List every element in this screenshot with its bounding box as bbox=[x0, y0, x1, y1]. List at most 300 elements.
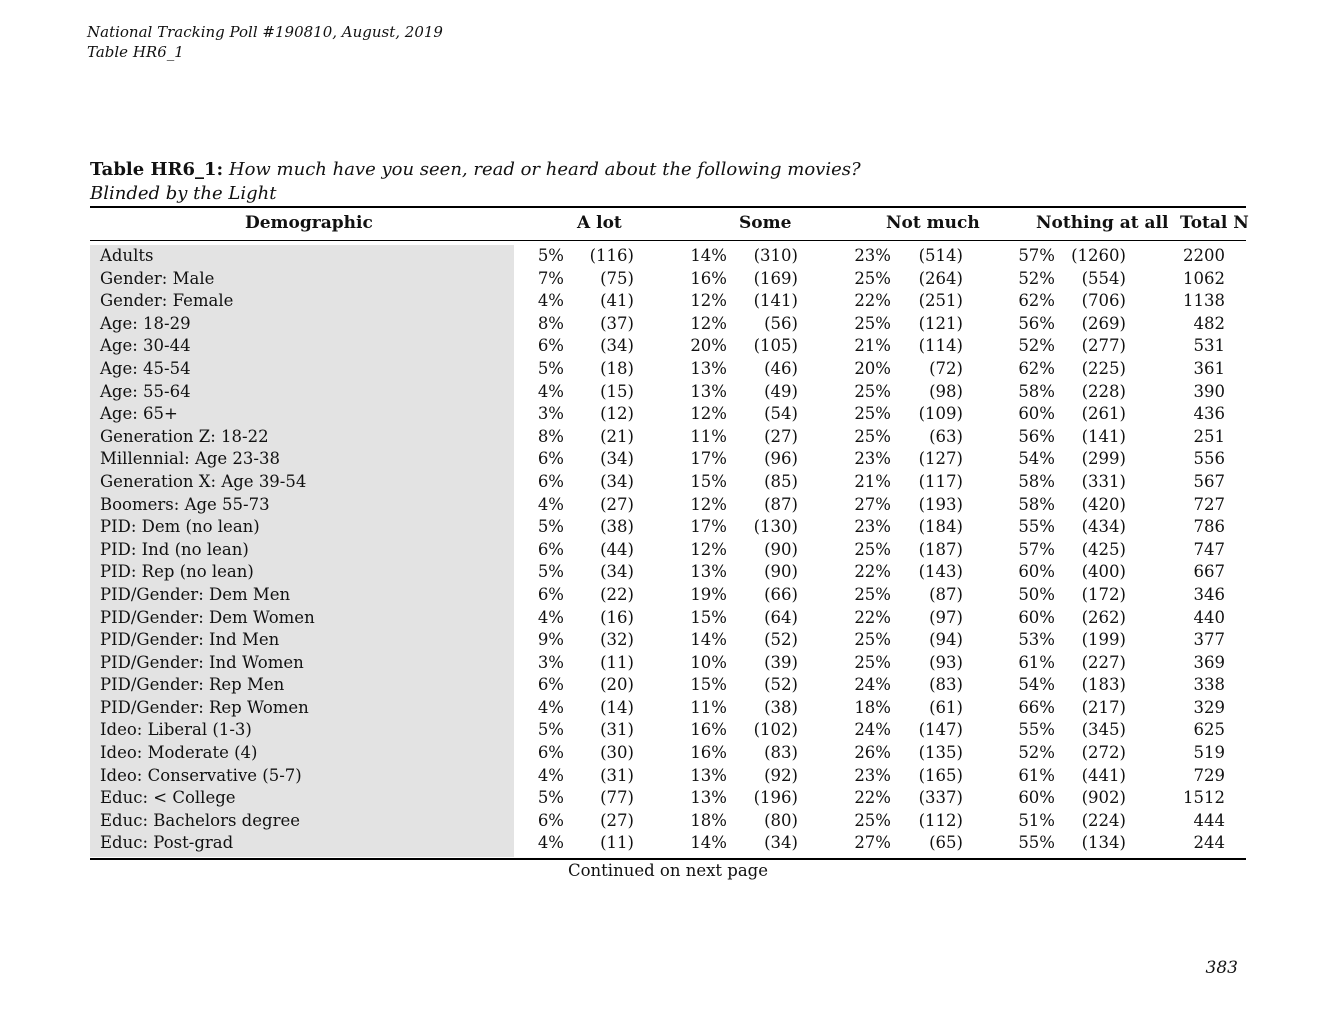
row-label: Ideo: Liberal (1-3) bbox=[100, 720, 252, 740]
cell-a-lot-n: (27) bbox=[600, 494, 634, 514]
cell-a-lot-pct: 6% bbox=[537, 675, 564, 695]
cell-not-much-pct: 23% bbox=[854, 449, 891, 469]
cell-nothing-pct: 60% bbox=[1018, 607, 1055, 627]
col-header-demographic: Demographic bbox=[245, 213, 373, 233]
cell-some-pct: 11% bbox=[690, 697, 727, 717]
cell-total-n: 440 bbox=[1193, 607, 1225, 627]
cell-some-n: (90) bbox=[764, 562, 798, 582]
row-label: Gender: Female bbox=[100, 291, 234, 311]
cell-some-pct: 13% bbox=[690, 562, 727, 582]
cell-nothing-n: (345) bbox=[1081, 720, 1126, 740]
title-label: Table HR6_1: bbox=[90, 159, 224, 180]
cell-not-much-n: (117) bbox=[918, 471, 963, 491]
cell-some-n: (96) bbox=[764, 449, 798, 469]
cell-nothing-pct: 54% bbox=[1018, 449, 1055, 469]
cell-not-much-pct: 25% bbox=[854, 539, 891, 559]
cell-a-lot-n: (22) bbox=[600, 584, 634, 604]
cell-a-lot-n: (34) bbox=[600, 336, 634, 356]
cell-some-n: (56) bbox=[764, 313, 798, 333]
table-row bbox=[0, 742, 1320, 765]
table-row bbox=[0, 358, 1320, 381]
title-question: How much have you seen, read or heard about the following movies? bbox=[228, 159, 861, 180]
cell-not-much-n: (112) bbox=[918, 810, 963, 830]
col-header-total-n: Total N bbox=[1180, 213, 1249, 233]
table-row bbox=[0, 245, 1320, 268]
row-label: Age: 18-29 bbox=[100, 313, 191, 333]
cell-total-n: 346 bbox=[1193, 584, 1225, 604]
table-row bbox=[0, 494, 1320, 517]
cell-nothing-pct: 58% bbox=[1018, 381, 1055, 401]
table-body bbox=[0, 245, 1320, 855]
row-label: Age: 30-44 bbox=[100, 336, 191, 356]
cell-nothing-n: (228) bbox=[1081, 381, 1126, 401]
cell-nothing-n: (199) bbox=[1081, 630, 1126, 650]
cell-not-much-n: (127) bbox=[918, 449, 963, 469]
row-label: PID/Gender: Rep Men bbox=[100, 675, 285, 695]
cell-total-n: 2200 bbox=[1183, 246, 1225, 265]
cell-a-lot-n: (116) bbox=[589, 246, 634, 265]
cell-not-much-n: (251) bbox=[918, 291, 963, 311]
cell-nothing-n: (183) bbox=[1081, 675, 1126, 695]
cell-total-n: 531 bbox=[1193, 336, 1225, 356]
cell-some-n: (169) bbox=[753, 268, 798, 288]
cell-not-much-pct: 24% bbox=[854, 720, 891, 740]
table-row bbox=[0, 268, 1320, 291]
cell-a-lot-pct: 3% bbox=[537, 652, 564, 672]
cell-a-lot-pct: 5% bbox=[537, 246, 564, 265]
col-header-some: Some bbox=[739, 213, 792, 233]
cell-some-n: (64) bbox=[764, 607, 798, 627]
cell-total-n: 329 bbox=[1193, 697, 1225, 717]
cell-some-pct: 18% bbox=[690, 810, 727, 830]
cell-some-pct: 16% bbox=[690, 720, 727, 740]
cell-some-n: (52) bbox=[764, 630, 798, 650]
cell-not-much-n: (72) bbox=[929, 358, 963, 378]
cell-nothing-pct: 60% bbox=[1018, 562, 1055, 582]
cell-not-much-pct: 22% bbox=[854, 607, 891, 627]
cell-total-n: 747 bbox=[1193, 539, 1225, 559]
cell-some-pct: 13% bbox=[690, 381, 727, 401]
cell-not-much-pct: 20% bbox=[854, 358, 891, 378]
cell-nothing-pct: 51% bbox=[1018, 810, 1055, 830]
cell-not-much-n: (61) bbox=[929, 697, 963, 717]
cell-some-n: (102) bbox=[753, 720, 798, 740]
cell-a-lot-n: (16) bbox=[600, 607, 634, 627]
cell-not-much-n: (93) bbox=[929, 652, 963, 672]
cell-some-n: (130) bbox=[753, 517, 798, 537]
cell-not-much-n: (135) bbox=[918, 743, 963, 763]
cell-not-much-pct: 21% bbox=[854, 471, 891, 491]
cell-nothing-n: (134) bbox=[1081, 833, 1126, 853]
cell-not-much-pct: 25% bbox=[854, 313, 891, 333]
cell-total-n: 1062 bbox=[1183, 268, 1225, 288]
cell-a-lot-pct: 6% bbox=[537, 539, 564, 559]
cell-nothing-pct: 52% bbox=[1018, 268, 1055, 288]
cell-total-n: 727 bbox=[1193, 494, 1225, 514]
cell-not-much-n: (63) bbox=[929, 426, 963, 446]
table-row bbox=[0, 290, 1320, 313]
cell-total-n: 436 bbox=[1193, 404, 1225, 424]
row-label: Educ: < College bbox=[100, 788, 236, 808]
cell-some-pct: 14% bbox=[690, 833, 727, 853]
cell-nothing-pct: 61% bbox=[1018, 765, 1055, 785]
cell-not-much-pct: 26% bbox=[854, 743, 891, 763]
cell-not-much-pct: 22% bbox=[854, 291, 891, 311]
cell-a-lot-n: (14) bbox=[600, 697, 634, 717]
row-label: PID/Gender: Rep Women bbox=[100, 697, 309, 717]
cell-a-lot-pct: 5% bbox=[537, 562, 564, 582]
cell-some-n: (196) bbox=[753, 788, 798, 808]
cell-some-pct: 13% bbox=[690, 358, 727, 378]
poll-name: National Tracking Poll #190810, August, 2019 bbox=[87, 23, 443, 41]
cell-nothing-n: (400) bbox=[1081, 562, 1126, 582]
cell-nothing-pct: 52% bbox=[1018, 743, 1055, 763]
cell-some-n: (141) bbox=[753, 291, 798, 311]
row-label: Boomers: Age 55-73 bbox=[100, 494, 270, 514]
cell-a-lot-n: (31) bbox=[600, 720, 634, 740]
cell-not-much-pct: 27% bbox=[854, 833, 891, 853]
cell-nothing-n: (1260) bbox=[1071, 246, 1126, 265]
cell-not-much-pct: 22% bbox=[854, 562, 891, 582]
cell-nothing-pct: 55% bbox=[1018, 720, 1055, 740]
cell-some-n: (46) bbox=[764, 358, 798, 378]
cell-a-lot-n: (34) bbox=[600, 562, 634, 582]
cell-total-n: 369 bbox=[1193, 652, 1225, 672]
table-row bbox=[0, 426, 1320, 449]
cell-nothing-pct: 57% bbox=[1018, 539, 1055, 559]
cell-nothing-n: (434) bbox=[1081, 517, 1126, 537]
cell-a-lot-n: (21) bbox=[600, 426, 634, 446]
row-label: Age: 45-54 bbox=[100, 358, 191, 378]
cell-total-n: 667 bbox=[1193, 562, 1225, 582]
cell-nothing-n: (217) bbox=[1081, 697, 1126, 717]
cell-total-n: 786 bbox=[1193, 517, 1225, 537]
cell-some-pct: 12% bbox=[690, 291, 727, 311]
cell-nothing-n: (269) bbox=[1081, 313, 1126, 333]
cell-nothing-pct: 54% bbox=[1018, 675, 1055, 695]
table-row bbox=[0, 403, 1320, 426]
cell-a-lot-n: (77) bbox=[600, 788, 634, 808]
row-label: Age: 55-64 bbox=[100, 381, 191, 401]
cell-some-n: (105) bbox=[753, 336, 798, 356]
cell-total-n: 567 bbox=[1193, 471, 1225, 491]
row-label: Generation Z: 18-22 bbox=[100, 426, 269, 446]
table-row bbox=[0, 335, 1320, 358]
table-row bbox=[0, 539, 1320, 562]
cell-nothing-n: (224) bbox=[1081, 810, 1126, 830]
cell-a-lot-pct: 8% bbox=[537, 426, 564, 446]
col-header-nothing-at-all: Nothing at all bbox=[1036, 213, 1169, 233]
cell-nothing-n: (272) bbox=[1081, 743, 1126, 763]
cell-a-lot-pct: 5% bbox=[537, 517, 564, 537]
table-row bbox=[0, 674, 1320, 697]
cell-some-n: (87) bbox=[764, 494, 798, 514]
cell-not-much-pct: 23% bbox=[854, 765, 891, 785]
cell-not-much-n: (184) bbox=[918, 517, 963, 537]
cell-a-lot-n: (20) bbox=[600, 675, 634, 695]
cell-total-n: 482 bbox=[1193, 313, 1225, 333]
cell-some-pct: 16% bbox=[690, 268, 727, 288]
cell-not-much-n: (114) bbox=[918, 336, 963, 356]
cell-some-pct: 12% bbox=[690, 494, 727, 514]
cell-some-pct: 15% bbox=[690, 607, 727, 627]
cell-not-much-pct: 25% bbox=[854, 630, 891, 650]
col-header-a-lot: A lot bbox=[577, 213, 622, 233]
cell-nothing-n: (425) bbox=[1081, 539, 1126, 559]
cell-total-n: 625 bbox=[1193, 720, 1225, 740]
cell-nothing-pct: 58% bbox=[1018, 494, 1055, 514]
row-label: PID/Gender: Ind Men bbox=[100, 630, 280, 650]
cell-total-n: 729 bbox=[1193, 765, 1225, 785]
cell-not-much-pct: 24% bbox=[854, 675, 891, 695]
cell-a-lot-n: (32) bbox=[600, 630, 634, 650]
cell-a-lot-n: (75) bbox=[600, 268, 634, 288]
cell-some-pct: 13% bbox=[690, 788, 727, 808]
cell-a-lot-pct: 5% bbox=[537, 720, 564, 740]
table-row bbox=[0, 448, 1320, 471]
cell-nothing-pct: 55% bbox=[1018, 833, 1055, 853]
cell-some-pct: 13% bbox=[690, 765, 727, 785]
cell-a-lot-n: (34) bbox=[600, 449, 634, 469]
cell-some-n: (52) bbox=[764, 675, 798, 695]
cell-nothing-pct: 58% bbox=[1018, 471, 1055, 491]
cell-a-lot-pct: 7% bbox=[537, 268, 564, 288]
cell-some-n: (66) bbox=[764, 584, 798, 604]
cell-total-n: 519 bbox=[1193, 743, 1225, 763]
cell-not-much-pct: 25% bbox=[854, 381, 891, 401]
cell-a-lot-pct: 4% bbox=[537, 833, 564, 853]
cell-not-much-pct: 25% bbox=[854, 404, 891, 424]
cell-some-pct: 12% bbox=[690, 313, 727, 333]
cell-not-much-pct: 18% bbox=[854, 697, 891, 717]
table-title bbox=[90, 158, 861, 206]
cell-a-lot-n: (44) bbox=[600, 539, 634, 559]
cell-not-much-n: (514) bbox=[918, 246, 963, 265]
title-subtitle: Blinded by the Light bbox=[90, 183, 277, 204]
cell-nothing-pct: 60% bbox=[1018, 404, 1055, 424]
table-row bbox=[0, 516, 1320, 539]
cell-nothing-pct: 57% bbox=[1018, 246, 1055, 265]
col-header-not-much: Not much bbox=[886, 213, 980, 233]
cell-not-much-n: (147) bbox=[918, 720, 963, 740]
row-label: Millennial: Age 23-38 bbox=[100, 449, 280, 469]
cell-some-pct: 20% bbox=[690, 336, 727, 356]
cell-not-much-pct: 25% bbox=[854, 426, 891, 446]
cell-not-much-n: (193) bbox=[918, 494, 963, 514]
cell-not-much-pct: 23% bbox=[854, 517, 891, 537]
table-row bbox=[0, 313, 1320, 336]
cell-total-n: 1512 bbox=[1183, 788, 1225, 808]
cell-a-lot-pct: 6% bbox=[537, 471, 564, 491]
cell-a-lot-n: (15) bbox=[600, 381, 634, 401]
row-label: PID: Rep (no lean) bbox=[100, 562, 254, 582]
cell-a-lot-pct: 3% bbox=[537, 404, 564, 424]
cell-a-lot-n: (41) bbox=[600, 291, 634, 311]
table-row bbox=[0, 832, 1320, 855]
cell-not-much-n: (97) bbox=[929, 607, 963, 627]
cell-a-lot-n: (11) bbox=[600, 833, 634, 853]
cell-a-lot-pct: 6% bbox=[537, 449, 564, 469]
table-row bbox=[0, 381, 1320, 404]
cell-a-lot-pct: 9% bbox=[537, 630, 564, 650]
row-label: PID/Gender: Ind Women bbox=[100, 652, 304, 672]
table-top-rule bbox=[90, 206, 1246, 208]
cell-a-lot-n: (12) bbox=[600, 404, 634, 424]
row-label: Ideo: Conservative (5-7) bbox=[100, 765, 302, 785]
cell-nothing-pct: 52% bbox=[1018, 336, 1055, 356]
cell-total-n: 361 bbox=[1193, 358, 1225, 378]
row-label: Gender: Male bbox=[100, 268, 215, 288]
table-row bbox=[0, 787, 1320, 810]
cell-some-n: (34) bbox=[764, 833, 798, 853]
cell-some-n: (54) bbox=[764, 404, 798, 424]
cell-some-n: (85) bbox=[764, 471, 798, 491]
cell-nothing-n: (441) bbox=[1081, 765, 1126, 785]
table-row bbox=[0, 810, 1320, 833]
cell-some-n: (39) bbox=[764, 652, 798, 672]
cell-not-much-n: (83) bbox=[929, 675, 963, 695]
cell-nothing-pct: 62% bbox=[1018, 291, 1055, 311]
cell-a-lot-n: (30) bbox=[600, 743, 634, 763]
cell-not-much-n: (98) bbox=[929, 381, 963, 401]
cell-total-n: 556 bbox=[1193, 449, 1225, 469]
cell-a-lot-pct: 6% bbox=[537, 810, 564, 830]
cell-nothing-n: (277) bbox=[1081, 336, 1126, 356]
cell-not-much-n: (121) bbox=[918, 313, 963, 333]
cell-nothing-n: (141) bbox=[1081, 426, 1126, 446]
document-header bbox=[87, 22, 443, 62]
cell-nothing-n: (420) bbox=[1081, 494, 1126, 514]
cell-some-pct: 14% bbox=[690, 630, 727, 650]
cell-some-pct: 12% bbox=[690, 404, 727, 424]
cell-some-n: (49) bbox=[764, 381, 798, 401]
cell-nothing-n: (172) bbox=[1081, 584, 1126, 604]
table-row bbox=[0, 652, 1320, 675]
cell-nothing-n: (331) bbox=[1081, 471, 1126, 491]
row-label: Educ: Post-grad bbox=[100, 833, 234, 853]
cell-a-lot-pct: 6% bbox=[537, 584, 564, 604]
cell-some-pct: 11% bbox=[690, 426, 727, 446]
cell-some-pct: 15% bbox=[690, 675, 727, 695]
cell-nothing-pct: 50% bbox=[1018, 584, 1055, 604]
table-row bbox=[0, 697, 1320, 720]
cell-nothing-n: (225) bbox=[1081, 358, 1126, 378]
row-label: Educ: Bachelors degree bbox=[100, 810, 300, 830]
cell-nothing-n: (261) bbox=[1081, 404, 1126, 424]
cell-some-pct: 16% bbox=[690, 743, 727, 763]
table-row bbox=[0, 765, 1320, 788]
cell-not-much-n: (109) bbox=[918, 404, 963, 424]
cell-a-lot-pct: 4% bbox=[537, 765, 564, 785]
cell-not-much-n: (187) bbox=[918, 539, 963, 559]
cell-a-lot-pct: 6% bbox=[537, 336, 564, 356]
cell-nothing-pct: 61% bbox=[1018, 652, 1055, 672]
cell-nothing-pct: 60% bbox=[1018, 788, 1055, 808]
continued-note: Continued on next page bbox=[567, 861, 769, 880]
cell-a-lot-pct: 4% bbox=[537, 697, 564, 717]
cell-some-n: (83) bbox=[764, 743, 798, 763]
cell-not-much-n: (87) bbox=[929, 584, 963, 604]
cell-total-n: 338 bbox=[1193, 675, 1225, 695]
cell-a-lot-pct: 4% bbox=[537, 381, 564, 401]
cell-some-pct: 10% bbox=[690, 652, 727, 672]
cell-total-n: 1138 bbox=[1183, 291, 1225, 311]
row-label: PID/Gender: Dem Women bbox=[100, 607, 315, 627]
cell-not-much-n: (264) bbox=[918, 268, 963, 288]
cell-total-n: 444 bbox=[1193, 810, 1225, 830]
cell-some-pct: 14% bbox=[690, 246, 727, 265]
cell-some-n: (27) bbox=[764, 426, 798, 446]
cell-nothing-n: (902) bbox=[1081, 788, 1126, 808]
cell-not-much-n: (337) bbox=[918, 788, 963, 808]
cell-a-lot-n: (31) bbox=[600, 765, 634, 785]
cell-a-lot-pct: 6% bbox=[537, 743, 564, 763]
cell-not-much-n: (143) bbox=[918, 562, 963, 582]
cell-some-pct: 17% bbox=[690, 449, 727, 469]
cell-a-lot-n: (11) bbox=[600, 652, 634, 672]
cell-a-lot-n: (27) bbox=[600, 810, 634, 830]
cell-some-n: (80) bbox=[764, 810, 798, 830]
cell-not-much-pct: 27% bbox=[854, 494, 891, 514]
cell-a-lot-pct: 5% bbox=[537, 358, 564, 378]
cell-nothing-n: (706) bbox=[1081, 291, 1126, 311]
cell-some-n: (92) bbox=[764, 765, 798, 785]
cell-total-n: 244 bbox=[1193, 833, 1225, 853]
cell-total-n: 377 bbox=[1193, 630, 1225, 650]
row-label: Generation X: Age 39-54 bbox=[100, 471, 307, 491]
cell-some-pct: 17% bbox=[690, 517, 727, 537]
cell-not-much-pct: 25% bbox=[854, 268, 891, 288]
row-label: PID: Ind (no lean) bbox=[100, 539, 249, 559]
cell-nothing-pct: 56% bbox=[1018, 426, 1055, 446]
cell-nothing-n: (554) bbox=[1081, 268, 1126, 288]
cell-not-much-pct: 25% bbox=[854, 810, 891, 830]
table-row bbox=[0, 719, 1320, 742]
cell-not-much-pct: 25% bbox=[854, 652, 891, 672]
cell-not-much-n: (94) bbox=[929, 630, 963, 650]
cell-nothing-pct: 66% bbox=[1018, 697, 1055, 717]
cell-a-lot-n: (38) bbox=[600, 517, 634, 537]
cell-not-much-n: (65) bbox=[929, 833, 963, 853]
cell-not-much-pct: 23% bbox=[854, 246, 891, 265]
table-id: Table HR6_1 bbox=[87, 43, 184, 61]
cell-not-much-pct: 22% bbox=[854, 788, 891, 808]
cell-nothing-n: (227) bbox=[1081, 652, 1126, 672]
cell-not-much-pct: 25% bbox=[854, 584, 891, 604]
cell-nothing-pct: 55% bbox=[1018, 517, 1055, 537]
table-row bbox=[0, 584, 1320, 607]
row-label: PID/Gender: Dem Men bbox=[100, 584, 291, 604]
cell-nothing-pct: 62% bbox=[1018, 358, 1055, 378]
cell-a-lot-pct: 8% bbox=[537, 313, 564, 333]
cell-some-pct: 19% bbox=[690, 584, 727, 604]
table-row bbox=[0, 561, 1320, 584]
cell-a-lot-pct: 4% bbox=[537, 291, 564, 311]
cell-not-much-n: (165) bbox=[918, 765, 963, 785]
table-row bbox=[0, 629, 1320, 652]
cell-a-lot-pct: 4% bbox=[537, 607, 564, 627]
cell-some-n: (38) bbox=[764, 697, 798, 717]
page-number: 383 bbox=[1205, 958, 1238, 978]
cell-nothing-n: (299) bbox=[1081, 449, 1126, 469]
header-rule bbox=[90, 240, 1246, 241]
cell-some-pct: 12% bbox=[690, 539, 727, 559]
cell-total-n: 390 bbox=[1193, 381, 1225, 401]
cell-nothing-pct: 53% bbox=[1018, 630, 1055, 650]
row-label: Age: 65+ bbox=[100, 404, 178, 424]
cell-a-lot-n: (37) bbox=[600, 313, 634, 333]
cell-some-n: (310) bbox=[753, 246, 798, 265]
